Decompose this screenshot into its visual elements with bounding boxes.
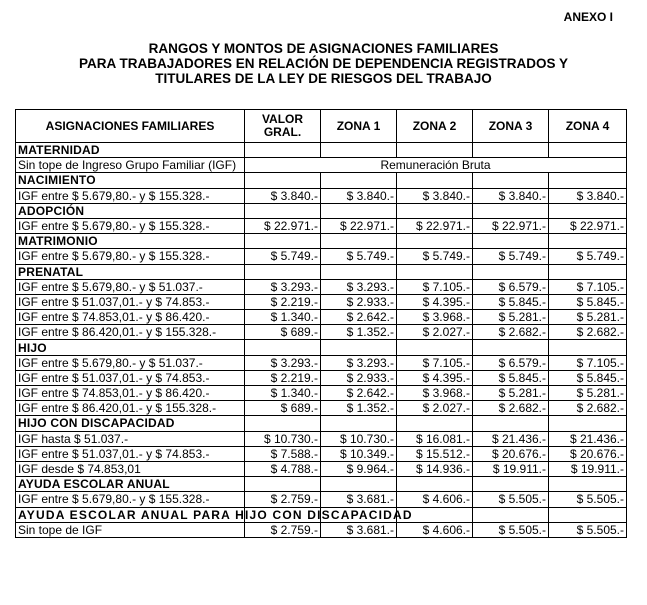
value-zona-2-cell: $ 22.971.- — [397, 218, 473, 233]
value-zona-3-cell: $ 5.281.- — [473, 386, 549, 401]
merged-row — [16, 158, 627, 173]
value-zona-4-cell: $ 21.436.- — [549, 431, 627, 446]
value-zona-3-cell: $ 5.749.- — [473, 249, 549, 264]
section-title: NACIMIENTO — [16, 173, 245, 188]
value-zona-3-cell: $ 5.281.- — [473, 310, 549, 325]
value-zona-3-cell: $ 5.845.- — [473, 294, 549, 309]
empty-cell — [397, 234, 473, 249]
section-title: HIJO CON DISCAPACIDAD — [16, 416, 245, 431]
value-general-cell: $ 2.759.- — [245, 522, 321, 537]
table-row — [16, 188, 627, 203]
empty-cell — [549, 416, 627, 431]
value-zona-4-cell: $ 2.682.- — [549, 325, 627, 340]
value-zona-3-cell: $ 21.436.- — [473, 431, 549, 446]
value-zona-2-cell: $ 14.936.- — [397, 461, 473, 476]
table-row — [16, 355, 627, 370]
allowances-table — [15, 109, 627, 538]
value-zona-2-cell: $ 7.105.- — [397, 279, 473, 294]
empty-cell — [321, 340, 397, 355]
value-zona-1-cell: $ 1.352.- — [321, 325, 397, 340]
title-line-1: RANGOS Y MONTOS DE ASIGNACIONES FAMILIARES — [148, 41, 499, 56]
table-row — [16, 294, 627, 309]
table-header-row — [16, 110, 627, 143]
empty-cell — [321, 416, 397, 431]
empty-cell — [321, 173, 397, 188]
title-line-2: PARA TRABAJADORES EN RELACIÓN DE DEPENDENCIA REGISTRADOS Y — [78, 56, 569, 71]
value-zona-4-cell: $ 5.281.- — [549, 310, 627, 325]
value-zona-3-cell: $ 22.971.- — [473, 218, 549, 233]
empty-cell — [473, 203, 549, 218]
value-zona-2-cell: $ 4.606.- — [397, 492, 473, 507]
annex-label: ANEXO I — [563, 10, 613, 24]
empty-cell — [245, 173, 321, 188]
table-row — [16, 522, 627, 537]
empty-cell — [245, 477, 321, 492]
value-zona-3-cell: $ 6.579.- — [473, 355, 549, 370]
row-label: IGF entre $ 5.679,80.- y $ 155.328.- — [16, 249, 245, 264]
empty-cell — [549, 234, 627, 249]
empty-cell — [549, 143, 627, 158]
value-zona-1-cell: $ 3.681.- — [321, 492, 397, 507]
empty-cell — [321, 143, 397, 158]
empty-cell — [321, 264, 397, 279]
empty-cell — [473, 234, 549, 249]
value-zona-1-cell: $ 2.642.- — [321, 386, 397, 401]
value-zona-3-cell: $ 5.845.- — [473, 370, 549, 385]
value-general-cell: $ 689.- — [245, 401, 321, 416]
row-label: IGF entre $ 5.679,80.- y $ 155.328.- — [16, 492, 245, 507]
empty-cell — [473, 143, 549, 158]
value-zona-2-cell: $ 2.027.- — [397, 325, 473, 340]
empty-cell — [245, 340, 321, 355]
row-label: IGF entre $ 51.037,01.- y $ 74.853.- — [16, 446, 245, 461]
header-zona-4: ZONA 4 — [549, 110, 627, 143]
value-general-cell: $ 3.293.- — [245, 355, 321, 370]
row-label: IGF desde $ 74.853,01 — [16, 461, 245, 476]
value-zona-4-cell: $ 22.971.- — [549, 218, 627, 233]
table-row — [16, 401, 627, 416]
value-zona-4-cell: $ 3.840.- — [549, 188, 627, 203]
value-zona-3-cell: $ 3.840.- — [473, 188, 549, 203]
row-label: IGF entre $ 5.679,80.- y $ 51.037.- — [16, 279, 245, 294]
empty-cell — [473, 340, 549, 355]
row-label: Sin tope de IGF — [16, 522, 245, 537]
value-general-cell: $ 2.219.- — [245, 294, 321, 309]
empty-cell — [245, 264, 321, 279]
section-row — [16, 234, 627, 249]
value-zona-1-cell: $ 3.840.- — [321, 188, 397, 203]
value-general-cell: $ 3.840.- — [245, 188, 321, 203]
empty-cell — [397, 143, 473, 158]
table-row — [16, 461, 627, 476]
empty-cell — [397, 416, 473, 431]
section-row — [16, 203, 627, 218]
empty-cell — [245, 203, 321, 218]
value-zona-2-cell: $ 15.512.- — [397, 446, 473, 461]
value-zona-3-cell: $ 2.682.- — [473, 401, 549, 416]
row-label: IGF entre $ 5.679,80.- y $ 155.328.- — [16, 188, 245, 203]
value-zona-4-cell: $ 2.682.- — [549, 401, 627, 416]
empty-cell — [473, 264, 549, 279]
table-row — [16, 279, 627, 294]
section-row — [16, 416, 627, 431]
value-zona-4-cell: $ 5.845.- — [549, 370, 627, 385]
empty-cell — [245, 234, 321, 249]
value-zona-3-cell: $ 6.579.- — [473, 279, 549, 294]
value-general-cell: $ 10.730.- — [245, 431, 321, 446]
value-zona-1-cell: $ 10.349.- — [321, 446, 397, 461]
value-zona-4-cell: $ 19.911.- — [549, 461, 627, 476]
row-label: IGF entre $ 51.037,01.- y $ 74.853.- — [16, 370, 245, 385]
empty-cell — [549, 477, 627, 492]
value-zona-1-cell: $ 22.971.- — [321, 218, 397, 233]
value-zona-4-cell: $ 5.845.- — [549, 294, 627, 309]
table-body — [16, 143, 627, 538]
empty-cell — [245, 143, 321, 158]
empty-cell — [549, 340, 627, 355]
value-zona-3-cell: $ 20.676.- — [473, 446, 549, 461]
row-label: IGF entre $ 74.853,01.- y $ 86.420.- — [16, 386, 245, 401]
value-zona-4-cell: $ 5.749.- — [549, 249, 627, 264]
title-line-3: TITULARES DE LA LEY DE RIESGOS DEL TRABAJO — [155, 71, 492, 86]
table-row — [16, 310, 627, 325]
section-row — [16, 264, 627, 279]
value-general-cell: $ 1.340.- — [245, 310, 321, 325]
value-zona-1-cell: $ 3.293.- — [321, 355, 397, 370]
value-zona-1-cell: $ 2.642.- — [321, 310, 397, 325]
value-general-cell: $ 689.- — [245, 325, 321, 340]
table-row — [16, 386, 627, 401]
value-general-cell: $ 7.588.- — [245, 446, 321, 461]
empty-cell — [397, 264, 473, 279]
value-general-cell: $ 4.788.- — [245, 461, 321, 476]
header-valor-general: VALOR GRAL. — [245, 110, 321, 143]
row-label: IGF entre $ 86.420,01.- y $ 155.328.- — [16, 401, 245, 416]
header-zona-1: ZONA 1 — [321, 110, 397, 143]
section-row — [16, 143, 627, 158]
section-title: MATRIMONIO — [16, 234, 245, 249]
row-label: IGF hasta $ 51.037.- — [16, 431, 245, 446]
value-zona-1-cell: $ 5.749.- — [321, 249, 397, 264]
value-zona-3-cell: $ 5.505.- — [473, 492, 549, 507]
section-row — [16, 507, 627, 522]
value-zona-1-cell: $ 2.933.- — [321, 370, 397, 385]
value-zona-4-cell: $ 7.105.- — [549, 355, 627, 370]
value-general-cell: $ 2.219.- — [245, 370, 321, 385]
empty-cell — [549, 264, 627, 279]
empty-cell — [321, 477, 397, 492]
section-title: HIJO — [16, 340, 245, 355]
value-zona-2-cell: $ 4.395.- — [397, 370, 473, 385]
section-title: MATERNIDAD — [16, 143, 245, 158]
empty-cell — [321, 234, 397, 249]
value-zona-1-cell: $ 2.933.- — [321, 294, 397, 309]
value-zona-1-cell: $ 9.964.- — [321, 461, 397, 476]
header-asignaciones: ASIGNACIONES FAMILIARES — [16, 110, 245, 143]
empty-cell — [473, 507, 549, 522]
row-label: IGF entre $ 5.679,80.- y $ 155.328.- — [16, 218, 245, 233]
value-general-cell: $ 3.293.- — [245, 279, 321, 294]
value-zona-1-cell: $ 1.352.- — [321, 401, 397, 416]
value-general-cell: $ 5.749.- — [245, 249, 321, 264]
value-zona-2-cell: $ 4.606.- — [397, 522, 473, 537]
value-zona-2-cell: $ 2.027.- — [397, 401, 473, 416]
empty-cell — [397, 203, 473, 218]
value-zona-3-cell: $ 5.505.- — [473, 522, 549, 537]
table-row — [16, 492, 627, 507]
empty-cell — [245, 416, 321, 431]
empty-cell — [397, 477, 473, 492]
row-label: IGF entre $ 86.420,01.- y $ 155.328.- — [16, 325, 245, 340]
value-general-cell: $ 22.971.- — [245, 218, 321, 233]
value-zona-4-cell: $ 20.676.- — [549, 446, 627, 461]
value-zona-4-cell: $ 5.505.- — [549, 522, 627, 537]
section-title: ADOPCIÓN — [16, 203, 245, 218]
value-zona-4-cell: $ 7.105.- — [549, 279, 627, 294]
section-row — [16, 173, 627, 188]
table-row — [16, 370, 627, 385]
empty-cell — [397, 340, 473, 355]
row-label: IGF entre $ 51.037,01.- y $ 74.853.- — [16, 294, 245, 309]
row-label: Sin tope de Ingreso Grupo Familiar (IGF) — [16, 158, 245, 173]
value-zona-2-cell: $ 4.395.- — [397, 294, 473, 309]
table-row — [16, 325, 627, 340]
empty-cell — [397, 173, 473, 188]
value-zona-2-cell: $ 3.968.- — [397, 310, 473, 325]
table-row — [16, 218, 627, 233]
value-general-cell: $ 2.759.- — [245, 492, 321, 507]
empty-cell — [473, 416, 549, 431]
value-zona-4-cell: $ 5.281.- — [549, 386, 627, 401]
row-label: IGF entre $ 5.679,80.- y $ 51.037.- — [16, 355, 245, 370]
value-general-cell: $ 1.340.- — [245, 386, 321, 401]
empty-cell — [549, 507, 627, 522]
section-row — [16, 477, 627, 492]
table-row — [16, 446, 627, 461]
value-zona-2-cell: $ 16.081.- — [397, 431, 473, 446]
row-label: IGF entre $ 74.853,01.- y $ 86.420.- — [16, 310, 245, 325]
empty-cell — [549, 173, 627, 188]
value-zona-1-cell: $ 3.681.- — [321, 522, 397, 537]
empty-cell — [321, 203, 397, 218]
value-zona-1-cell: $ 3.293.- — [321, 279, 397, 294]
header-zona-3: ZONA 3 — [473, 110, 549, 143]
value-zona-2-cell: $ 5.749.- — [397, 249, 473, 264]
empty-cell — [473, 477, 549, 492]
empty-cell — [473, 173, 549, 188]
value-zona-4-cell: $ 5.505.- — [549, 492, 627, 507]
value-zona-2-cell: $ 3.840.- — [397, 188, 473, 203]
merged-value-cell: Remuneración Bruta — [245, 158, 627, 173]
section-row — [16, 340, 627, 355]
table-row — [16, 249, 627, 264]
value-zona-3-cell: $ 19.911.- — [473, 461, 549, 476]
section-title: AYUDA ESCOLAR ANUAL PARA HIJO CON DISCAPACIDAD — [16, 507, 245, 522]
empty-cell — [549, 203, 627, 218]
value-zona-1-cell: $ 10.730.- — [321, 431, 397, 446]
section-title: AYUDA ESCOLAR ANUAL — [16, 477, 245, 492]
table-row — [16, 431, 627, 446]
value-zona-2-cell: $ 7.105.- — [397, 355, 473, 370]
document-title — [0, 41, 647, 86]
value-zona-3-cell: $ 2.682.- — [473, 325, 549, 340]
value-zona-2-cell: $ 3.968.- — [397, 386, 473, 401]
section-title: PRENATAL — [16, 264, 245, 279]
header-zona-2: ZONA 2 — [397, 110, 473, 143]
